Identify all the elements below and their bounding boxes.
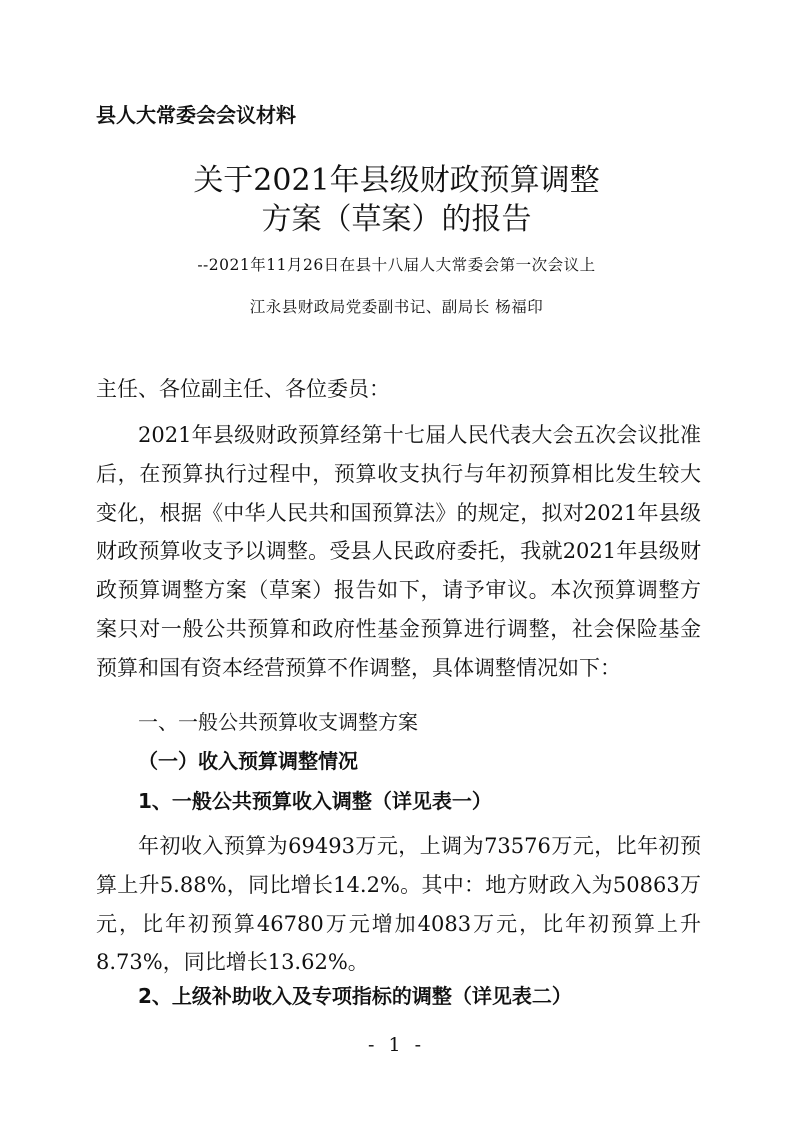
intro-paragraph: 2021年县级财政预算经第十七届人民代表大会五次会议批准后，在预算执行过程中，预算收支执行与年初预算相比发生较大变化，根据《中华人民共和国预算法》的规定，拟对2021年县级财政预算收支予以调整。受县人民政府委托，我就2021年县级财政预算调整方案（草案）报告如下，请予审议。本次预算调整方案只对一般公共预算和政府性基金预算进行调整，社会保险基金预算和国有资本经营预算不作调整，具体调整情况如下： bbox=[96, 423, 701, 680]
page-number: - 1 - bbox=[367, 1034, 425, 1056]
salutation: 主任、各位副主任、各位委员： bbox=[96, 377, 390, 401]
header-label: 县人大常委会会议材料 bbox=[96, 103, 296, 127]
report-author: 江永县财政局党委副书记、副局长 杨福印 bbox=[249, 298, 544, 316]
item-1-paragraph: 年初收入预算为69493万元，上调为73576万元，比年初预算上升5.88%，同比增长14.2%。其中：地方财政入为50863万元，比年初预算46780万元增加4083万元，比年初预算上升8.73%，同比增长13.62%。 bbox=[96, 834, 701, 975]
report-subtitle: --2021年11月26日在县十八届人大常委会第一次会议上 bbox=[197, 256, 596, 274]
section-1-heading: 一、一般公共预算收支调整方案 bbox=[138, 710, 418, 734]
item-2-heading: 2、上级补助收入及专项指标的调整（详见表二） bbox=[138, 984, 572, 1008]
subsection-1-heading: （一）收入预算调整情况 bbox=[138, 749, 358, 773]
report-title-line-2: 方案（草案）的报告 bbox=[261, 202, 532, 237]
item-1-heading: 1、一般公共预算收入调整（详见表一） bbox=[138, 789, 492, 813]
report-title-line-1: 关于2021年县级财政预算调整 bbox=[193, 163, 600, 198]
